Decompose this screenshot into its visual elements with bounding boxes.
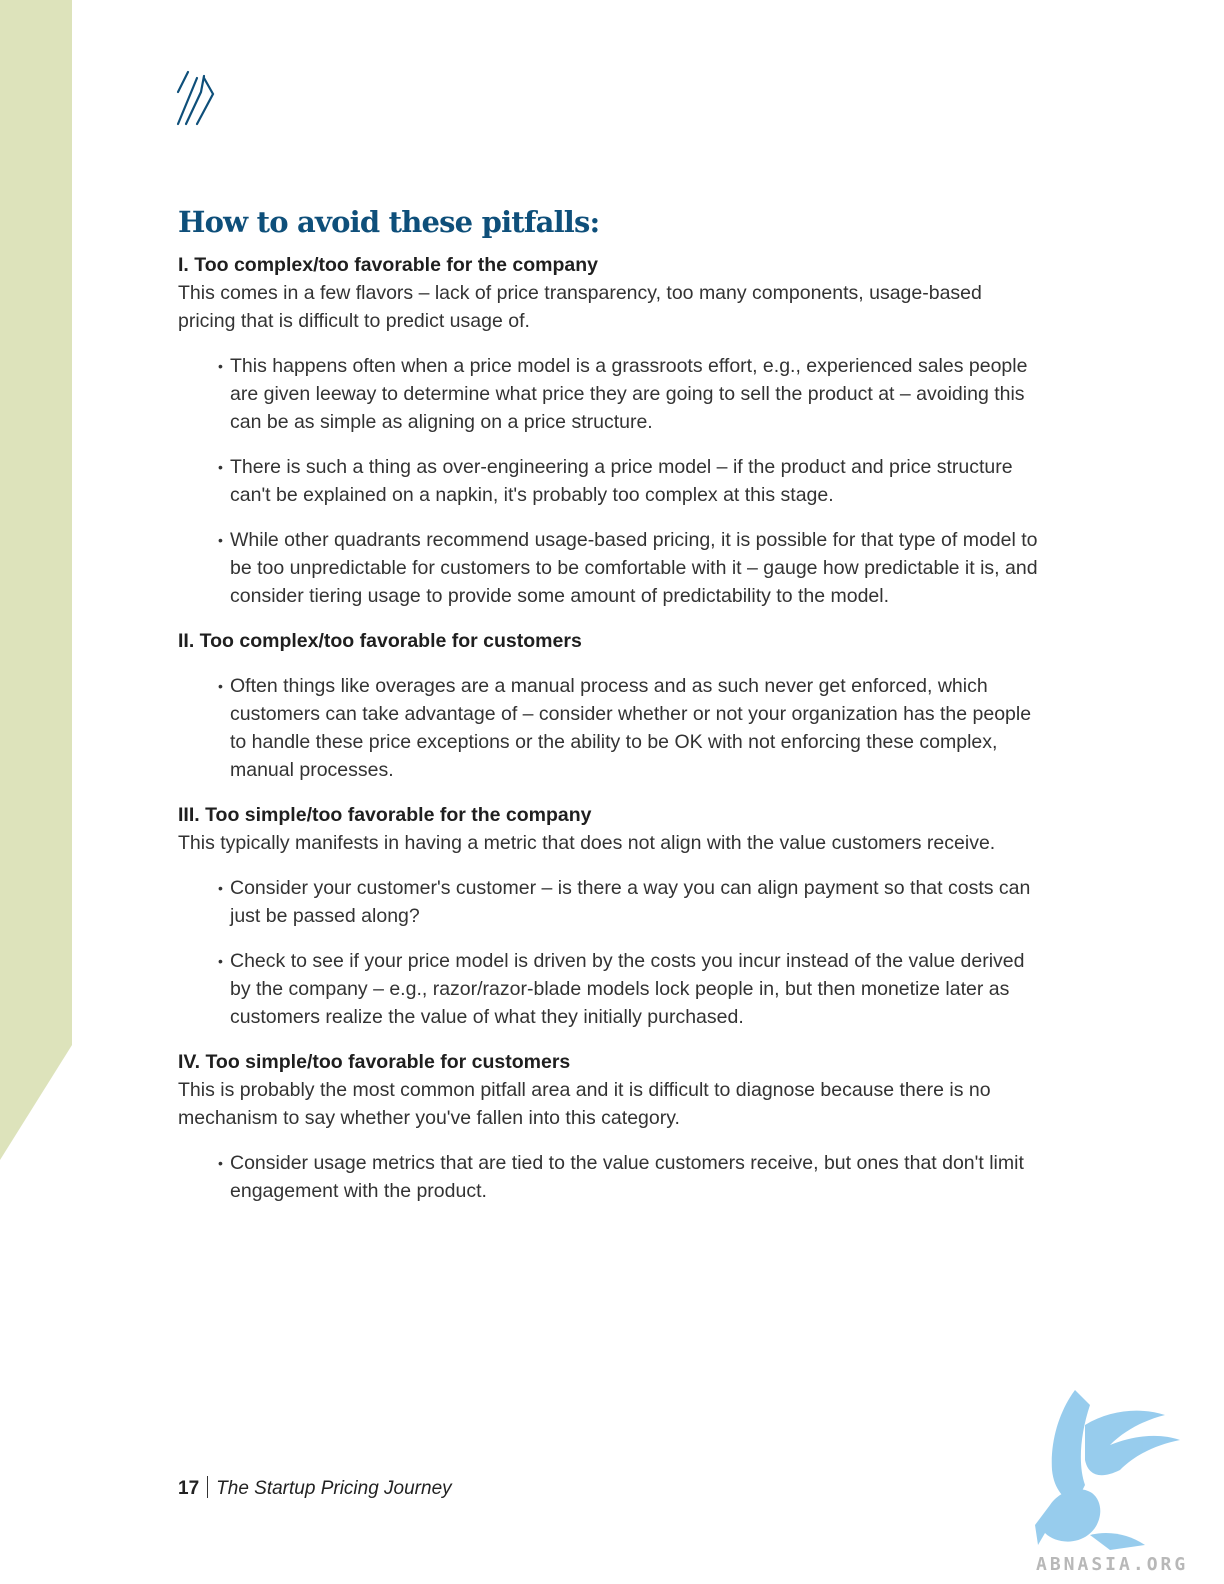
bullet-list xyxy=(178,874,1038,1031)
main-content xyxy=(178,205,1038,1222)
list-item: • While other quadrants recommend usage-based pricing, it is possible for that type of model to be too unpredictable for customers to be comfortable with it – gauge how predictable it is, and consider tiering usage to provide some amount of predictability to the model. xyxy=(218,526,1038,610)
section-2 xyxy=(178,627,1038,784)
brand-logo-icon xyxy=(175,70,219,128)
page-number: 17 xyxy=(178,1478,200,1499)
page-footer xyxy=(178,1476,452,1500)
section-heading: II. Too complex/too favorable for customers xyxy=(178,630,582,652)
list-item: • This happens often when a price model is a grassroots effort, e.g., experienced sales people are given leeway to determine what price they are going to sell the product at – avoiding this can be as simple as aligning on a price structure. xyxy=(218,352,1038,436)
section-1 xyxy=(178,251,1038,610)
watermark-text: ABNASIA.ORG xyxy=(1036,1554,1189,1575)
bullet-list xyxy=(178,672,1038,784)
page-title: How to avoid these pitfalls: xyxy=(178,205,600,239)
list-item: • There is such a thing as over-engineering a price model – if the product and price structure can't be explained on a napkin, it's probably too complex at this stage. xyxy=(218,453,1038,509)
section-heading: IV. Too simple/too favorable for customers xyxy=(178,1051,571,1073)
section-intro: This is probably the most common pitfall area and it is difficult to diagnose because there is no mechanism to say whether you've fallen into this category. xyxy=(178,1079,991,1129)
bullet-list xyxy=(178,1149,1038,1205)
section-4 xyxy=(178,1048,1038,1205)
bullet-list xyxy=(178,352,1038,610)
section-intro: This comes in a few flavors – lack of price transparency, too many components, usage-based pricing that is difficult to predict usage of. xyxy=(178,282,982,332)
griffin-watermark-icon xyxy=(1030,1385,1210,1565)
list-item: • Check to see if your price model is driven by the costs you incur instead of the value derived by the company – e.g., razor/razor-blade models lock people in, but then monetize later as customers realize the value of what they initially purchased. xyxy=(218,947,1038,1031)
list-item: • Consider usage metrics that are tied to the value customers receive, but ones that don't limit engagement with the product. xyxy=(218,1149,1038,1205)
section-heading: III. Too simple/too favorable for the company xyxy=(178,804,592,826)
list-item: • Often things like overages are a manual process and as such never get enforced, which customers can take advantage of – consider whether or not your organization has the people to handle these price exceptions or the ability to be OK with not enforcing these complex, manual processes. xyxy=(218,672,1038,784)
footer-divider xyxy=(207,1476,208,1498)
list-item: • Consider your customer's customer – is there a way you can align payment so that costs can just be passed along? xyxy=(218,874,1038,930)
book-title: The Startup Pricing Journey xyxy=(216,1478,452,1499)
section-3 xyxy=(178,801,1038,1031)
side-color-band xyxy=(0,0,72,1584)
section-heading: I. Too complex/too favorable for the company xyxy=(178,254,599,276)
section-intro: This typically manifests in having a metric that does not align with the value customers receive. xyxy=(178,832,996,854)
